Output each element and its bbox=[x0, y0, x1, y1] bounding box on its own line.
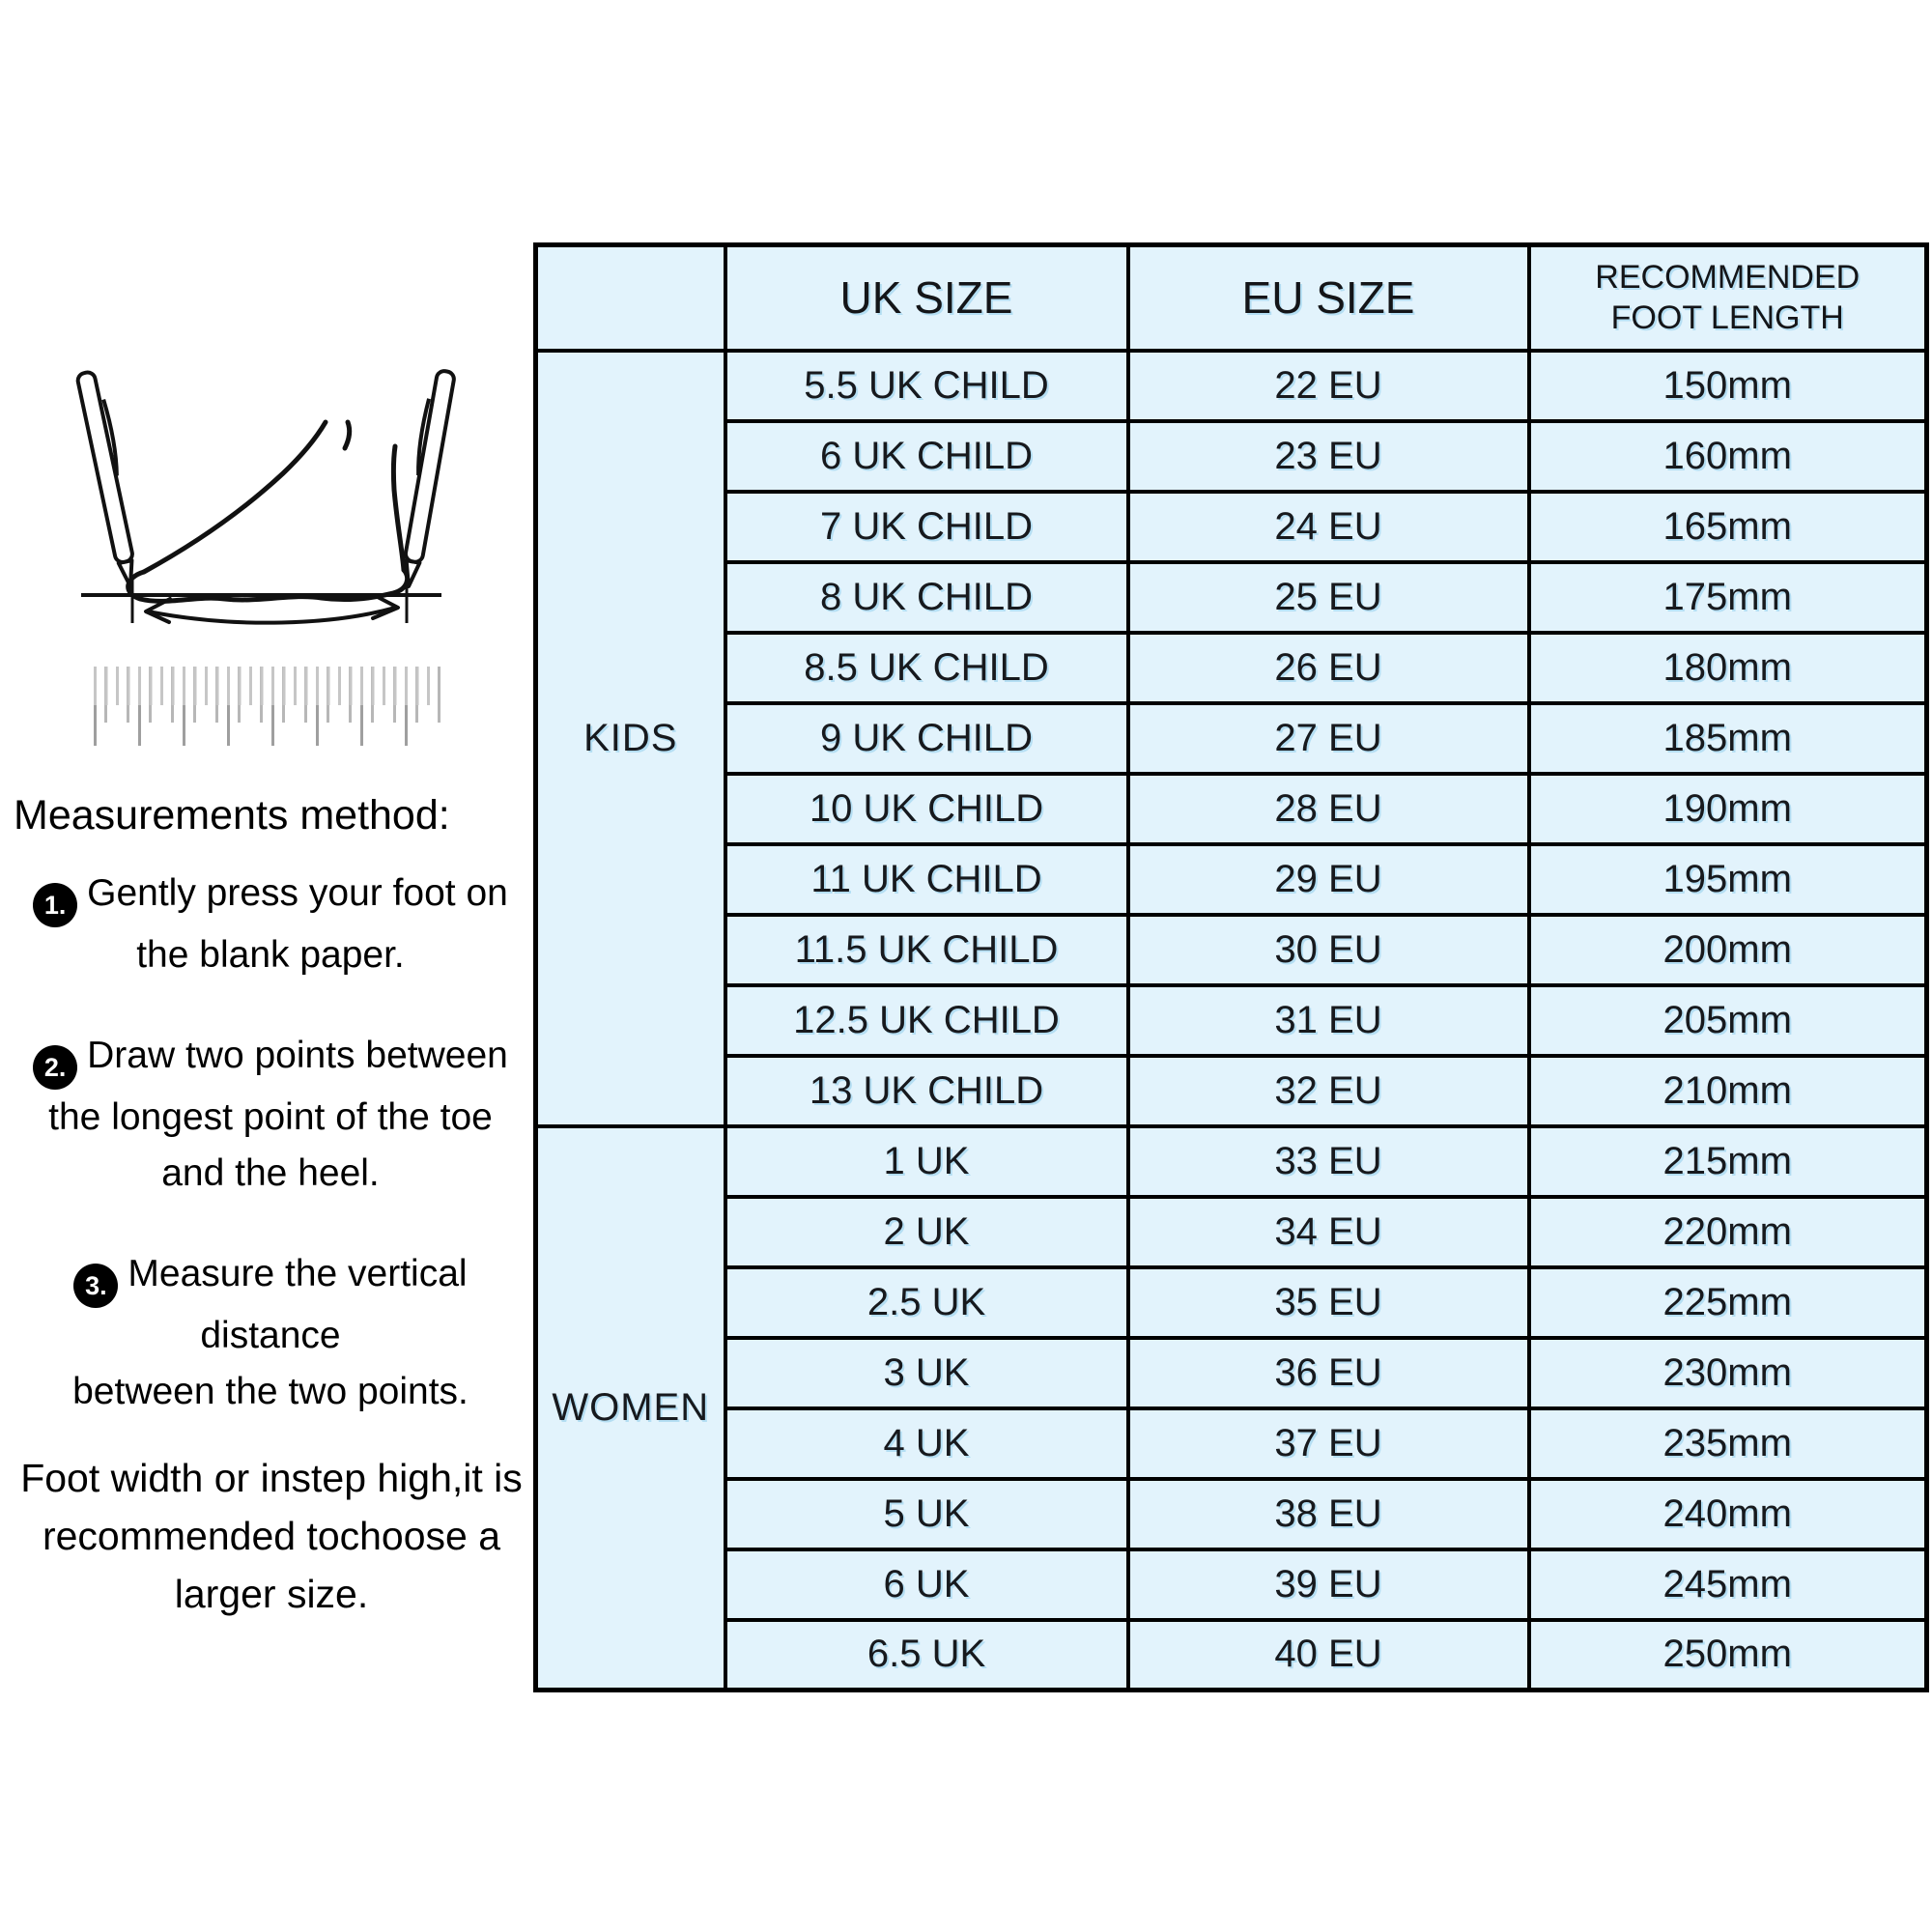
eu-size-cell: 28 EU bbox=[1128, 774, 1529, 844]
foot-measurement-diagram bbox=[53, 340, 459, 639]
table-row bbox=[536, 985, 1927, 1056]
size-table-body bbox=[536, 351, 1927, 1690]
step-line bbox=[6, 1246, 535, 1364]
uk-size-cell: 5 UK bbox=[725, 1479, 1128, 1549]
uk-size-header: UK SIZE bbox=[725, 245, 1128, 351]
uk-size-cell: 10 UK CHILD bbox=[725, 774, 1128, 844]
header-row bbox=[536, 245, 1927, 351]
eu-size-cell: 37 EU bbox=[1128, 1408, 1529, 1479]
table-row bbox=[536, 633, 1927, 703]
ruler-icon bbox=[94, 667, 438, 746]
instruction-step-3 bbox=[6, 1246, 535, 1420]
foot-length-header-line1: RECOMMENDED bbox=[1595, 259, 1861, 297]
table-row bbox=[536, 703, 1927, 774]
foot-length-cell: 250mm bbox=[1529, 1620, 1927, 1690]
foot-length-cell: 180mm bbox=[1529, 633, 1927, 703]
foot-length-cell: 150mm bbox=[1529, 351, 1927, 421]
foot-length-cell: 205mm bbox=[1529, 985, 1927, 1056]
table-row bbox=[536, 1338, 1927, 1408]
table-row bbox=[536, 562, 1927, 633]
uk-size-cell: 11.5 UK CHILD bbox=[725, 915, 1128, 985]
uk-size-cell: 4 UK bbox=[725, 1408, 1128, 1479]
eu-size-cell: 27 EU bbox=[1128, 703, 1529, 774]
eu-size-cell: 26 EU bbox=[1128, 633, 1529, 703]
eu-size-cell: 24 EU bbox=[1128, 492, 1529, 562]
foot-length-cell: 230mm bbox=[1529, 1338, 1927, 1408]
eu-size-cell: 25 EU bbox=[1128, 562, 1529, 633]
eu-size-cell: 35 EU bbox=[1128, 1267, 1529, 1338]
uk-size-cell: 7 UK CHILD bbox=[725, 492, 1128, 562]
note-line: recommended tochoose a bbox=[42, 1514, 501, 1558]
instruction-step-2 bbox=[6, 1028, 535, 1202]
eu-size-cell: 29 EU bbox=[1128, 844, 1529, 915]
uk-size-cell: 5.5 UK CHILD bbox=[725, 351, 1128, 421]
size-chart-table bbox=[533, 242, 1929, 1692]
step-text: Measure the vertical distance bbox=[128, 1253, 468, 1356]
instructions-heading: Measurements method: bbox=[14, 792, 450, 838]
eu-size-cell: 23 EU bbox=[1128, 421, 1529, 492]
table-row bbox=[536, 844, 1927, 915]
eu-size-cell: 40 EU bbox=[1128, 1620, 1529, 1690]
table-row bbox=[536, 1408, 1927, 1479]
foot-length-cell: 240mm bbox=[1529, 1479, 1927, 1549]
table-row bbox=[536, 1267, 1927, 1338]
step-text: the longest point of the toe bbox=[48, 1096, 493, 1138]
table-row bbox=[536, 1126, 1927, 1197]
foot-length-cell: 215mm bbox=[1529, 1126, 1927, 1197]
uk-size-cell: 2 UK bbox=[725, 1197, 1128, 1267]
eu-size-cell: 22 EU bbox=[1128, 351, 1529, 421]
foot-length-cell: 185mm bbox=[1529, 703, 1927, 774]
eu-size-cell: 36 EU bbox=[1128, 1338, 1529, 1408]
table-row bbox=[536, 915, 1927, 985]
table-row bbox=[536, 351, 1927, 421]
foot-length-cell: 210mm bbox=[1529, 1056, 1927, 1126]
ruler-minor-ticks bbox=[94, 667, 438, 705]
eu-size-cell: 38 EU bbox=[1128, 1479, 1529, 1549]
table-row bbox=[536, 1620, 1927, 1690]
foot-length-header-line2: FOOT LENGTH bbox=[1610, 299, 1844, 337]
table-row bbox=[536, 1549, 1927, 1620]
eu-size-cell: 34 EU bbox=[1128, 1197, 1529, 1267]
uk-size-cell: 11 UK CHILD bbox=[725, 844, 1128, 915]
group-header-cell bbox=[536, 245, 725, 351]
step-number-badge: 3. bbox=[73, 1264, 118, 1308]
foot-length-cell: 165mm bbox=[1529, 492, 1927, 562]
group-label-women: WOMEN bbox=[536, 1126, 725, 1690]
foot-length-cell: 220mm bbox=[1529, 1197, 1927, 1267]
table-row bbox=[536, 492, 1927, 562]
uk-size-cell: 8.5 UK CHILD bbox=[725, 633, 1128, 703]
eu-size-cell: 30 EU bbox=[1128, 915, 1529, 985]
foot-length-cell: 225mm bbox=[1529, 1267, 1927, 1338]
step-number-badge: 2. bbox=[33, 1045, 77, 1090]
uk-size-cell: 6 UK CHILD bbox=[725, 421, 1128, 492]
step-line bbox=[6, 1028, 535, 1090]
eu-size-cell: 39 EU bbox=[1128, 1549, 1529, 1620]
eu-size-cell: 31 EU bbox=[1128, 985, 1529, 1056]
foot-length-header bbox=[1529, 245, 1927, 351]
table-row bbox=[536, 1479, 1927, 1549]
table-row bbox=[536, 774, 1927, 844]
uk-size-cell: 1 UK bbox=[725, 1126, 1128, 1197]
eu-size-header: EU SIZE bbox=[1128, 245, 1529, 351]
eu-size-cell: 33 EU bbox=[1128, 1126, 1529, 1197]
uk-size-cell: 8 UK CHILD bbox=[725, 562, 1128, 633]
foot-length-cell: 195mm bbox=[1529, 844, 1927, 915]
step-number-badge: 1. bbox=[33, 883, 77, 927]
foot-length-cell: 200mm bbox=[1529, 915, 1927, 985]
uk-size-cell: 12.5 UK CHILD bbox=[725, 985, 1128, 1056]
instructions-steps bbox=[6, 866, 535, 1464]
step-text: the blank paper. bbox=[136, 934, 405, 976]
uk-size-cell: 6 UK bbox=[725, 1549, 1128, 1620]
foot-outline bbox=[128, 422, 408, 601]
uk-size-cell: 9 UK CHILD bbox=[725, 703, 1128, 774]
step-text: and the heel. bbox=[161, 1152, 380, 1194]
uk-size-cell: 6.5 UK bbox=[725, 1620, 1128, 1690]
uk-size-cell: 2.5 UK bbox=[725, 1267, 1128, 1338]
foot-length-cell: 190mm bbox=[1529, 774, 1927, 844]
step-text: Draw two points between bbox=[87, 1035, 508, 1076]
instruction-step-1 bbox=[6, 866, 535, 983]
foot-length-cell: 160mm bbox=[1529, 421, 1927, 492]
uk-size-cell: 13 UK CHILD bbox=[725, 1056, 1128, 1126]
table-row bbox=[536, 1056, 1927, 1126]
eu-size-cell: 32 EU bbox=[1128, 1056, 1529, 1126]
table-row bbox=[536, 1197, 1927, 1267]
group-label-kids: KIDS bbox=[536, 351, 725, 1126]
step-line bbox=[6, 866, 535, 927]
foot-length-cell: 235mm bbox=[1529, 1408, 1927, 1479]
note-line: Foot width or instep high,it is bbox=[20, 1456, 523, 1500]
note-line: larger size. bbox=[174, 1572, 369, 1616]
step-text: between the two points. bbox=[72, 1371, 469, 1412]
pen-left-icon bbox=[76, 370, 144, 588]
sizing-note bbox=[2, 1449, 541, 1623]
foot-length-cell: 175mm bbox=[1529, 562, 1927, 633]
step-text: Gently press your foot on bbox=[87, 872, 508, 914]
table-row bbox=[536, 421, 1927, 492]
foot-length-cell: 245mm bbox=[1529, 1549, 1927, 1620]
uk-size-cell: 3 UK bbox=[725, 1338, 1128, 1408]
